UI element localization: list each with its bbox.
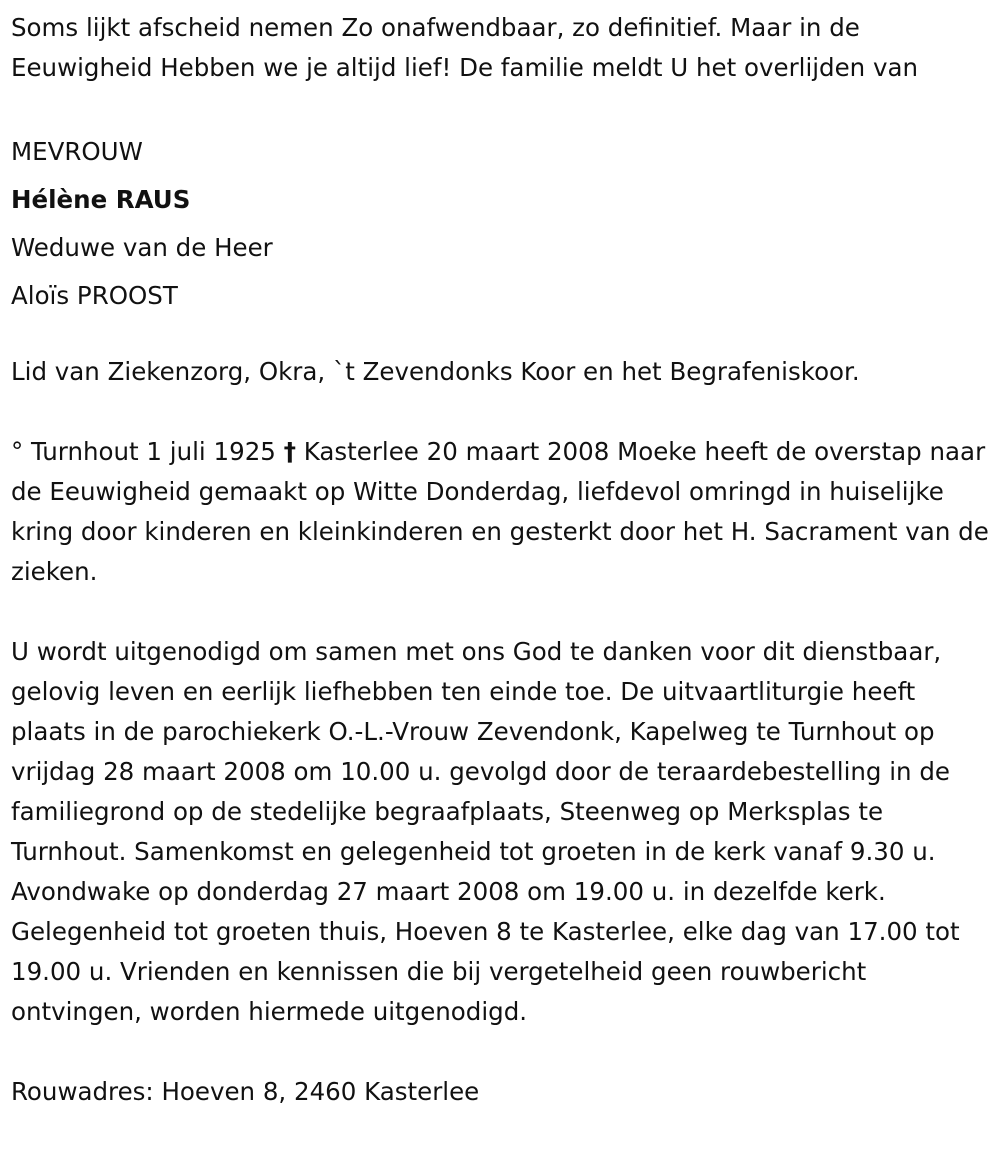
widow-of-text: Weduwe van de Heer (11, 233, 273, 262)
membership-text: Lid van Ziekenzorg, Okra, `t Zevendonks Koor en het Begrafeniskoor. (11, 357, 860, 386)
spacer (11, 392, 996, 432)
spouse-name: Aloïs PROOST (11, 281, 178, 310)
invitation-text: U wordt uitgenodigd om samen met ons God te danken voor dit dienstbaar, gelovig leven en eerlijk liefhebben ten einde toe. De uitvaartliturgie heeft plaats in de parochiekerk O.-L.-Vrouw Zevendonk, Kapelweg te Turnhout op vrijdag 28 maart 2008 om 10.00 u. gevolgd door de teraardebestelling in de familiegrond op de stedelijke begraafplaats, Steenweg op Merksplas te Turnhout. Samenkomst en gelegenheid tot groeten in de kerk vanaf 9.30 u. Avondwake op donderdag 27 maart 2008 om 19.00 u. in dezelfde kerk. Gelegenheid tot groeten thuis, Hoeven 8 te Kasterlee, elke dag van 17.00 tot 19.00 u. Vrienden en kennissen die bij vergetelheid geen rouwbericht ontvingen, worden hiermede uitgenodigd. (11, 637, 960, 1026)
deceased-name: Hélène RAUS (11, 185, 191, 214)
cross-icon: † (283, 437, 296, 466)
spacer (11, 1032, 996, 1072)
spacer (11, 88, 996, 128)
death-text: Kasterlee 20 maart 2008 Moeke heeft de overstap naar de Eeuwigheid gemaakt op Witte Donderdag, liefdevol omringd in huiselijke kring door kinderen en kleinkinderen en gesterkt door het H. Sacrament van de zieken. (11, 437, 989, 586)
spacer (11, 320, 996, 352)
obituary-notice (11, 8, 996, 1112)
birth-text: ° Turnhout 1 juli 1925 (11, 437, 276, 466)
spacer (11, 592, 996, 632)
intro-text: Soms lijkt afscheid nemen Zo onafwendbaar, zo definitief. Maar in de Eeuwigheid Hebben we je altijd lief! De familie meldt U het overlijden van (11, 13, 919, 82)
title-text: MEVROUW (11, 137, 143, 166)
birth-death-paragraph (11, 432, 996, 592)
address-text: Rouwadres: Hoeven 8, 2460 Kasterlee (11, 1077, 480, 1106)
